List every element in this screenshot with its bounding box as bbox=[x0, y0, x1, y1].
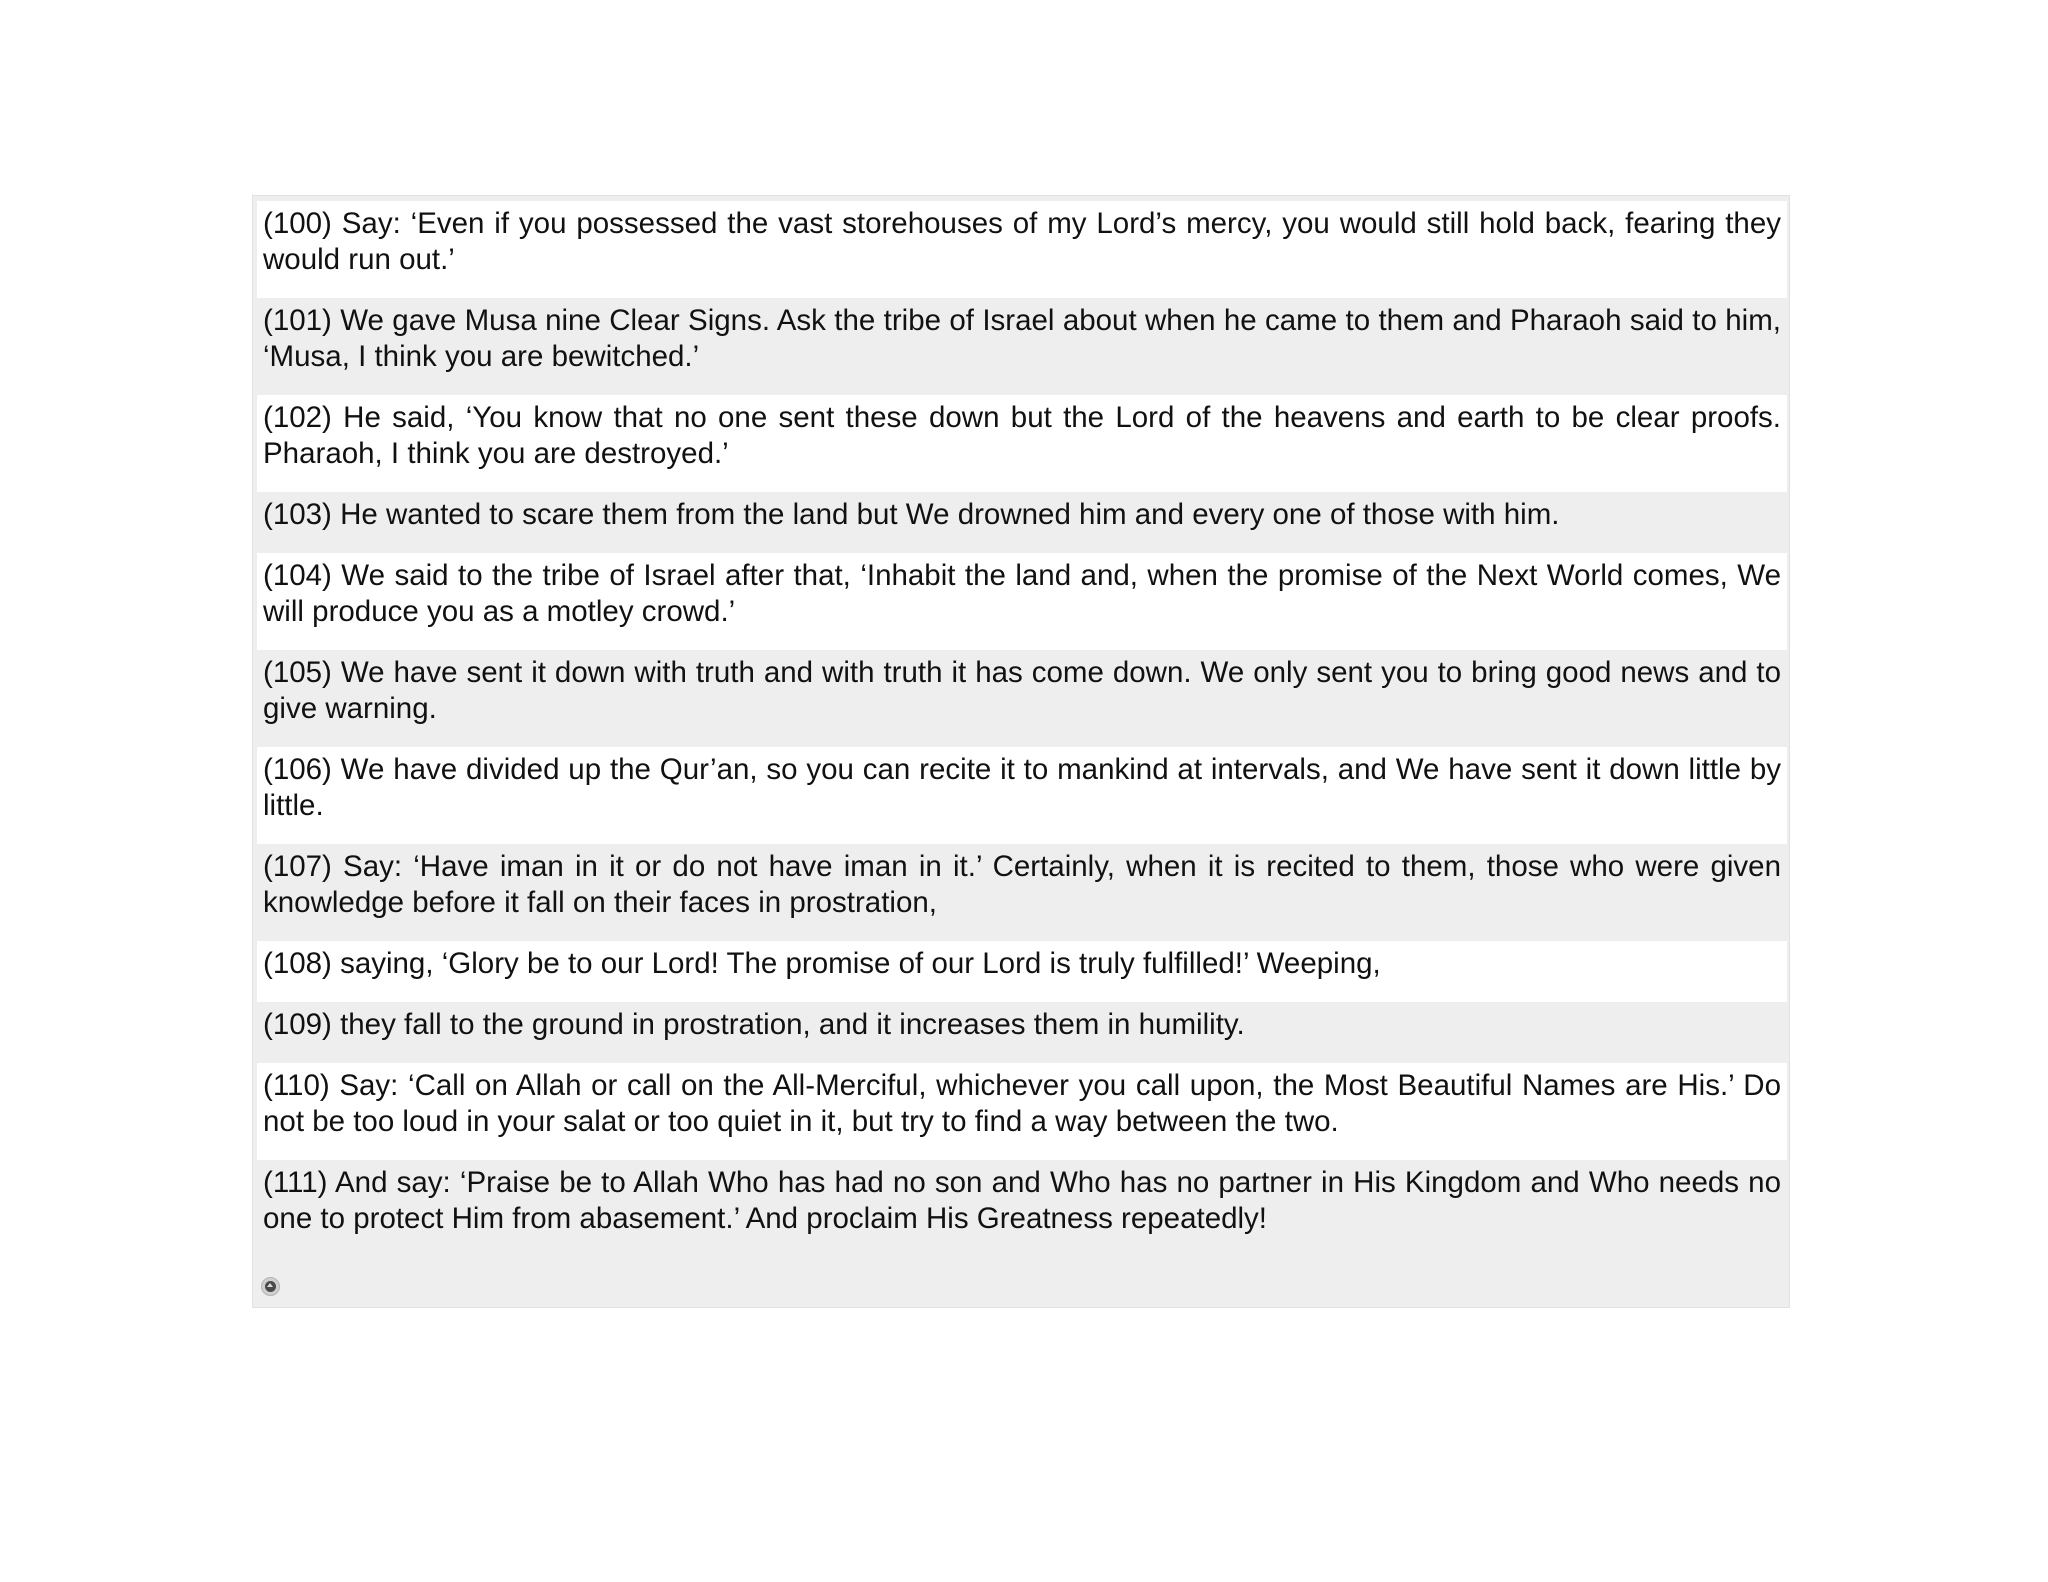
verse-100: (100) Say: ‘Even if you possessed the vast storehouses of my Lord’s mercy, you would still hold back, fearing they would run out.’ bbox=[257, 201, 1787, 298]
verse-103: (103) He wanted to scare them from the land but We drowned him and every one of those with him. bbox=[257, 492, 1787, 553]
verse-108: (108) saying, ‘Glory be to our Lord! The promise of our Lord is truly fulfilled!’ Weeping, bbox=[257, 941, 1787, 1002]
verse-109: (109) they fall to the ground in prostration, and it increases them in humility. bbox=[257, 1002, 1787, 1063]
verse-111: (111) And say: ‘Praise be to Allah Who has had no son and Who has no partner in His Kingdom and Who needs no one to protect Him from abasement.’ And proclaim His Greatness repeatedly! bbox=[257, 1160, 1787, 1257]
verse-107: (107) Say: ‘Have iman in it or do not have iman in it.’ Certainly, when it is recited to them, those who were given knowledge before it fall on their faces in prostration, bbox=[257, 844, 1787, 941]
verse-104: (104) We said to the tribe of Israel after that, ‘Inhabit the land and, when the promise of the Next World comes, We will produce you as a motley crowd.’ bbox=[257, 553, 1787, 650]
verse-106: (106) We have divided up the Qur’an, so you can recite it to mankind at intervals, and We have sent it down little by little. bbox=[257, 747, 1787, 844]
verse-105: (105) We have sent it down with truth and with truth it has come down. We only sent you to bring good news and to give warning. bbox=[257, 650, 1787, 747]
verse-102: (102) He said, ‘You know that no one sent these down but the Lord of the heavens and earth to be clear proofs. Pharaoh, I think you are destroyed.’ bbox=[257, 395, 1787, 492]
scroll-to-top-button[interactable] bbox=[261, 1277, 280, 1296]
scroll-to-top-icon bbox=[265, 1281, 276, 1292]
verse-panel bbox=[252, 195, 1790, 1308]
verse-110: (110) Say: ‘Call on Allah or call on the All-Merciful, whichever you call upon, the Most Beautiful Names are His.’ Do not be too loud in your salat or too quiet in it, but try to find a way between the two. bbox=[257, 1063, 1787, 1160]
verse-list bbox=[257, 201, 1787, 1257]
verse-101: (101) We gave Musa nine Clear Signs. Ask the tribe of Israel about when he came to them and Pharaoh said to him, ‘Musa, I think you are bewitched.’ bbox=[257, 298, 1787, 395]
